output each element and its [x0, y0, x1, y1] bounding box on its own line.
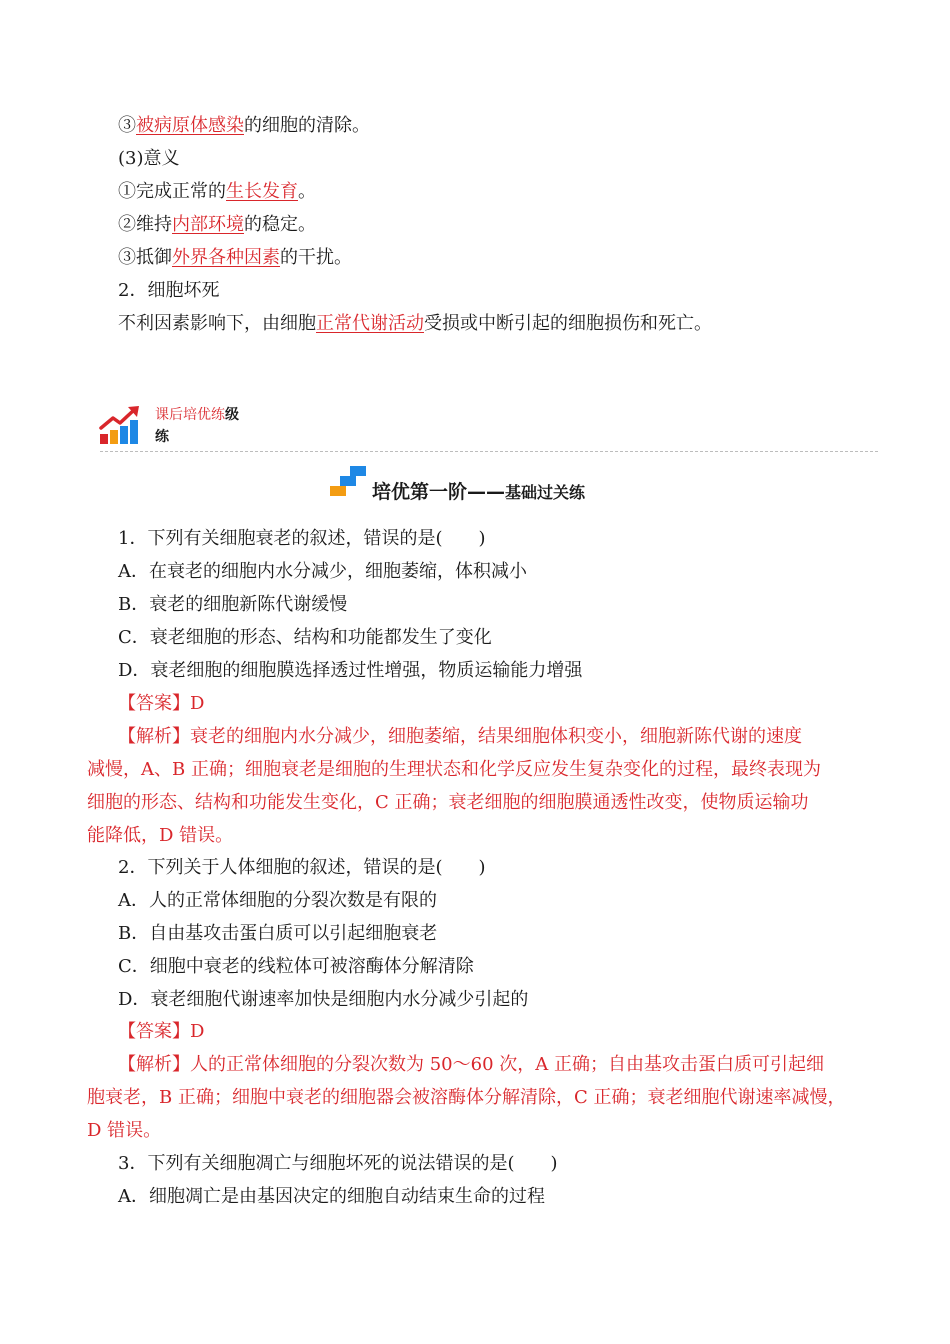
- stage-title: [372, 478, 585, 507]
- question-2-option-b: B．自由基攻击蛋白质可以引起细胞衰老: [118, 923, 438, 944]
- item-prefix: ②维持: [118, 214, 172, 235]
- section-label-suffix: 级: [225, 407, 239, 423]
- question-3-option-a: A．细胞凋亡是由基因决定的细胞自动结束生命的过程: [118, 1186, 545, 1207]
- question-1-option-b: B．衰老的细胞新陈代谢缓慢: [118, 594, 348, 615]
- item-suffix: 。: [298, 181, 316, 202]
- question-2-option-a: A．人的正常体细胞的分裂次数是有限的: [118, 890, 437, 911]
- necrosis-heading: 2．细胞坏死: [118, 280, 220, 301]
- question-2-stem: 2．下列关于人体细胞的叙述，错误的是( ): [118, 857, 486, 878]
- underlined-term: 外界各种因素: [172, 247, 280, 268]
- section-label-line2: 练: [155, 429, 169, 445]
- question-1-answer: 【答案】D: [118, 693, 205, 714]
- question-2-analysis-line: 胞衰老，B 正确；细胞中衰老的细胞器会被溶酶体分解清除，C 正确；衰老细胞代谢速率减慢，: [87, 1087, 846, 1108]
- question-1-analysis-line: 能降低，D 错误。: [87, 825, 234, 846]
- question-2-option-d: D．衰老细胞代谢速率加快是细胞内水分减少引起的: [118, 989, 529, 1010]
- question-1-option-d: D．衰老细胞的细胞膜选择透过性增强，物质运输能力增强: [118, 660, 583, 681]
- stairs-icon: [328, 466, 368, 498]
- necrosis-definition: [118, 312, 712, 336]
- growth-chart-icon: [98, 404, 142, 446]
- question-1-stem: 1．下列有关细胞衰老的叙述，错误的是( ): [118, 528, 486, 549]
- meaning-heading: (3)意义: [118, 148, 180, 169]
- stage-title-main: 培优第一阶——: [372, 481, 506, 503]
- section-label: [155, 404, 239, 448]
- question-1-option-a: A．在衰老的细胞内水分减少，细胞萎缩，体积减小: [118, 561, 527, 582]
- question-1-analysis-line: 细胞的形态、结构和功能发生变化，C 正确；衰老细胞的细胞膜通透性改变，使物质运输功: [87, 792, 809, 813]
- section-divider: [100, 451, 878, 452]
- meaning-item-3: [118, 246, 352, 270]
- item-pathogen-clearance: [118, 114, 370, 138]
- question-2-answer: 【答案】D: [118, 1021, 205, 1042]
- question-1-option-c: C．衰老细胞的形态、结构和功能都发生了变化: [118, 627, 492, 648]
- question-1-analysis-line: 【解析】衰老的细胞内水分减少，细胞萎缩，结果细胞体积变小，细胞新陈代谢的速度: [118, 726, 802, 747]
- item-prefix: ③: [118, 115, 136, 136]
- item-suffix: 的细胞的清除。: [244, 115, 370, 136]
- question-2-analysis-line: D 错误。: [87, 1120, 162, 1141]
- underlined-term: 内部环境: [172, 214, 244, 235]
- section-label-red: 课后培优练: [155, 407, 225, 423]
- item-suffix: 受损或中断引起的细胞损伤和死亡。: [424, 313, 712, 334]
- question-3-stem: 3．下列有关细胞凋亡与细胞坏死的说法错误的是( ): [118, 1153, 558, 1174]
- question-2-option-c: C．细胞中衰老的线粒体可被溶酶体分解清除: [118, 956, 474, 977]
- underlined-term: 被病原体感染: [136, 115, 244, 136]
- stage-title-sub: 基础过关练: [505, 483, 586, 502]
- meaning-item-1: [118, 180, 316, 204]
- question-2-analysis-line: 【解析】人的正常体细胞的分裂次数为 50～60 次，A 正确；自由基攻击蛋白质可引起细: [118, 1054, 824, 1075]
- item-prefix: ③抵御: [118, 247, 172, 268]
- underlined-term: 生长发育: [226, 181, 298, 202]
- item-suffix: 的干扰。: [280, 247, 352, 268]
- meaning-item-2: [118, 213, 316, 237]
- item-prefix: 不利因素影响下，由细胞: [118, 313, 316, 334]
- item-prefix: ①完成正常的: [118, 181, 226, 202]
- question-1-analysis-line: 减慢，A、B 正确；细胞衰老是细胞的生理状态和化学反应发生复杂变化的过程，最终表现为: [87, 759, 821, 780]
- item-suffix: 的稳定。: [244, 214, 316, 235]
- underlined-term: 正常代谢活动: [316, 313, 424, 334]
